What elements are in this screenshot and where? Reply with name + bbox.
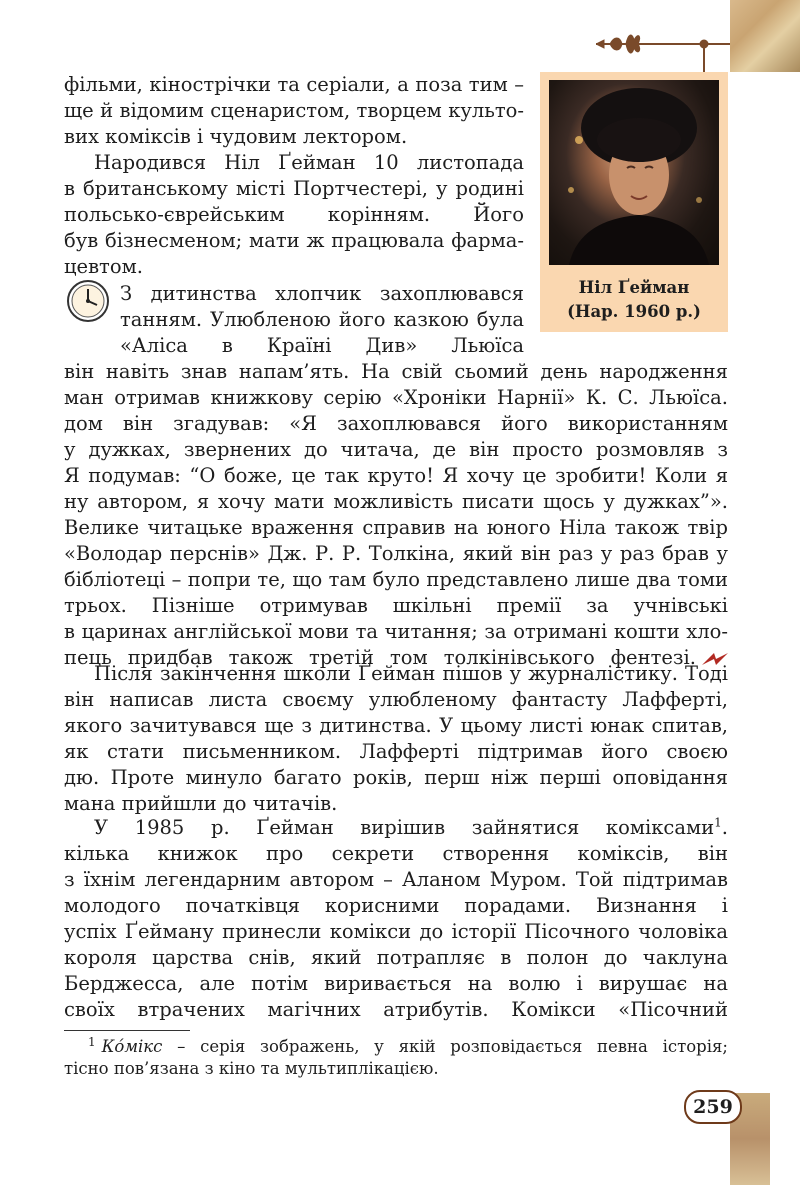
portrait-illustration [549, 80, 719, 265]
footnote-term: Ко́мікс [101, 1037, 163, 1056]
text-line: «Володар перснів» Дж. Р. Р. Толкіна, який він раз у раз брав у [64, 542, 728, 565]
author-photo [549, 80, 719, 265]
text-line: дю. Проте минуло багато років, перш ніж перші оповідання [64, 766, 728, 789]
text-line: З дитинства хлопчик захоплювався [120, 282, 524, 305]
text-line: був бізнесменом; мати ж працювала фарма- [64, 229, 524, 252]
corner-decoration [730, 0, 800, 72]
footnote-line [64, 1036, 728, 1058]
text-line: короля царства снів, який потрапляє в полон до чаклуна [64, 946, 728, 969]
paragraph-3 [64, 359, 728, 671]
text-line: Берджесса, але потім виривається на волю і вирушає на [64, 972, 728, 995]
text-line: танням. Улюбленою його казкою була [120, 308, 524, 331]
text-line [64, 815, 728, 841]
clock-icon [66, 279, 110, 323]
text-line: з їхнім легендарним автором – Аланом Муром. Той підтримав [64, 868, 728, 891]
text-line: Я подумав: “О боже, це так круто! Я хочу це зробити! Коли я [64, 464, 728, 487]
footnote-line: тісно пов’язана з кіно та мультиплікацією. [64, 1059, 439, 1078]
text-line: трьох. Пізніше отримував шкільні премії за учнівські [64, 594, 728, 617]
footnote-ref: 1 [714, 815, 722, 830]
paragraph-2 [64, 150, 524, 280]
text-line: кілька книжок про секрети створення коміксів, він [64, 842, 728, 865]
caption-name: Ніл Ґейман [578, 278, 690, 297]
text-line: бібліотеці – попри те, що там було представлено лише два томи [64, 568, 728, 591]
text-segment: . [721, 816, 728, 839]
footnote-definition: – серія зображень, у якій розповідається певна історія; [162, 1037, 728, 1056]
photo-caption [540, 276, 728, 324]
page-number: 259 [684, 1090, 742, 1124]
text-line: Велике читацьке враження справив на юного Ніла також твір [64, 516, 728, 539]
text-segment: У 1985 р. Ґейман вирішив зайнятися коміксами [94, 816, 715, 839]
text-line: польсько-єврейським корінням. Його [64, 203, 524, 226]
text-line: цевтом. [64, 255, 143, 278]
text-line: дом він згадував: «Я захоплювався його використанням [64, 412, 728, 435]
caption-years: (Нар. 1960 р.) [567, 302, 701, 321]
text-line: в царинах англійської мови та читання; за отримані кошти хло- [64, 620, 728, 643]
paragraph-4 [64, 661, 728, 817]
text-line: молодого початківця корисними порадами. Визнання і [64, 894, 728, 917]
text-line: ну автором, я хочу мати можливість писати щось у дужках”». [64, 490, 728, 513]
text-line: вих коміксів і чудовим лектором. [64, 125, 408, 148]
paragraph-3-wrapped [120, 281, 524, 359]
text-line: мана прийшли до читачів. [64, 792, 338, 815]
text-line: ще й відомим сценаристом, творцем культо- [64, 99, 524, 122]
text-line: фільми, кінострічки та серіали, а поза тим – [64, 73, 524, 96]
author-photo-card [540, 72, 728, 332]
text-line: якого зачитувався ще з дитинства. У цьому листі юнак спитав, [64, 714, 728, 737]
footnote-divider [64, 1030, 190, 1031]
footnote-marker: 1 [88, 1036, 96, 1049]
text-line: в британському місті Портчестері, у родині [64, 177, 524, 200]
text-line: у дужках, звернених до читача, де він просто розмовляв з [64, 438, 728, 461]
text-line: своїх втрачених магічних атрибутів. Комікси «Пісочний [64, 998, 728, 1021]
text-line: Народився Ніл Ґейман 10 листопада [94, 151, 524, 174]
text-line: Після закінчення школи Ґейман пішов у журналістику. Тоді [94, 662, 728, 685]
text-line: він навіть знав напам’ять. На свій сьомий день народження [64, 360, 728, 383]
paragraph-5 [64, 815, 728, 1023]
text-line: успіх Ґейману принесли комікси до історії Пісочного чоловіка [64, 920, 728, 943]
footnote [64, 1036, 728, 1080]
text-line: пець придбав також третій том толкінівського фентезі. [64, 646, 696, 669]
paragraph-1 [64, 72, 524, 150]
text-line: ман отримав книжкову серію «Хроніки Нарнії» К. С. Льюїса. [64, 386, 728, 409]
text-line: як стати письменником. Лафферті підтримав його своєю [64, 740, 728, 763]
text-line: він написав листа своєму улюбленому фантасту Лафферті, [64, 688, 728, 711]
text-line: «Аліса в Країні Див» Льюїса [120, 334, 524, 357]
